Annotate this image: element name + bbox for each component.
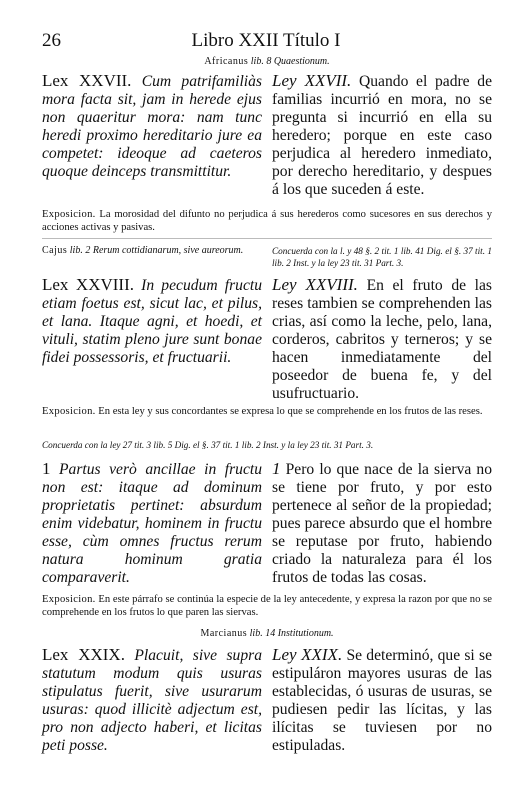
exposition-label: Exposicion.: [42, 209, 96, 220]
exposition-text: En esta ley y sus concordantes se expresa lo que se comprehende en los frutos de las reses.: [98, 406, 483, 417]
exposition: [42, 208, 492, 234]
exposition-text: En este párrafo se continúa la especie de la ley antecedente, y expresa la razon por que no se comprehende en los frutos lo que paren las siervas.: [42, 594, 492, 618]
law-number: Ley XXVII.: [272, 71, 352, 90]
law-number: Ley XXIX.: [272, 645, 343, 664]
source-work: lib. 8 Quaestionum.: [248, 56, 330, 67]
law-text: Se determinó, que si se estipuláron mayores usuras de las establecidas, ó usuras de usuras, se pudiesen pedir las lícitas, y las ilícitas se tuviesen por no estipuladas.: [272, 647, 492, 754]
latin-text: [42, 460, 262, 587]
latin-text: [42, 276, 262, 367]
divider: [42, 238, 492, 239]
exposition: [42, 593, 492, 619]
concordance: Concuerda con la ley 27 tit. 3 lib. 5 Dig. el §. 37 tit. 1 lib. 2 Inst. y la ley 23 tit. 31 Part. 3.: [42, 440, 374, 450]
source-author: Africanus: [204, 56, 249, 67]
law-number: Ley XXVIII.: [272, 275, 358, 294]
source-work: lib. 2 Rerum cottidianarum, sive aureorum.: [67, 245, 244, 256]
law-text: In pecudum fructu etiam foetus est, sicut lac, et pilus, et lana. Itaque agni, et hoedi, et vituli, statim pleno jure sunt bonae fidei possessoris, et fructuarii.: [42, 277, 262, 366]
latin-text: [42, 646, 262, 755]
law-text: Quando el padre de familias incurrió en mora, no se pregunta si incurrió en ella su heredero; porque en este caso perjudica al heredero inmediato, por derecho hereditario, y despues á los que suceden á este.: [272, 73, 493, 198]
concordance: Concuerda con la l. y 48 §. 2 tit. 1 lib. 41 Dig. el §. 37 tit. 1 lib. 2 Inst. y la ley 23 tit. 31 Part. 3.: [272, 246, 492, 268]
latin-text: [42, 72, 262, 181]
law-text: Placuit, sive supra statutum modum quis usuras stipulatus fuerit, sive usurarum usuras: quod illicitè adjectum est, pro non adjecto haberi, et licitas peti posse.: [42, 647, 262, 754]
exposition: [42, 405, 492, 418]
source-citation: [42, 628, 492, 639]
section-text: Pero lo que nace de la sierva no se tiene por fruto, y por esto pertenece al señor de la propiedad; pues parece absurdo que el hombre se reputase por fruto, habiendo criado la naturaleza para él los frutos de todas las cosas.: [272, 461, 492, 586]
source-citation: [42, 56, 492, 67]
law-number: Lex XXIX.: [42, 645, 125, 664]
spanish-text: [272, 72, 492, 199]
exposition-text: La morosidad del difunto no perjudica á sus herederos como sucesores en sus derechos y acciones activas y pasivas.: [42, 209, 492, 233]
section-number: 1: [272, 459, 281, 478]
exposition-label: Exposicion.: [42, 594, 96, 605]
source-author: Marcianus: [200, 628, 248, 639]
source-citation: [42, 245, 262, 257]
source-work: lib. 14 Institutionum.: [247, 628, 334, 639]
law-number: Lex XXVIII.: [42, 275, 134, 294]
page-number: 26: [42, 30, 61, 51]
spanish-text: [272, 276, 492, 403]
exposition-label: Exposicion.: [42, 406, 96, 417]
page-header: [42, 30, 490, 54]
section-text: Partus verò ancillae in fructu non est: itaque ad dominum proprietatis pertinet: absurdum enim videbatur, hominem in fructu esse, cùm omnes fructus rerum natura hominum gratia comparaverit.: [42, 461, 263, 586]
section-number: 1: [42, 459, 51, 478]
spanish-text: [272, 460, 492, 587]
spanish-text: [272, 646, 492, 755]
law-number: Lex XXVII.: [42, 71, 132, 90]
source-author: Cajus: [42, 245, 68, 256]
law-text: Cum patrifamiliàs mora facta sit, jam in herede ejus non quaeritur mora: nam tunc heredi proximo hereditario jure ea competet: ideoque ad caeteros quoque deinceps transmittitur.: [42, 73, 262, 180]
law-text: En el fruto de las reses tambien se comprehenden las crias, así como la leche, pelo, lana, corderos, cabritos y terneros; y se hacen inmediatamente del poseedor de buena fe, y del usufructuario.: [272, 277, 493, 402]
running-title: Libro XXII Título I: [191, 30, 341, 51]
